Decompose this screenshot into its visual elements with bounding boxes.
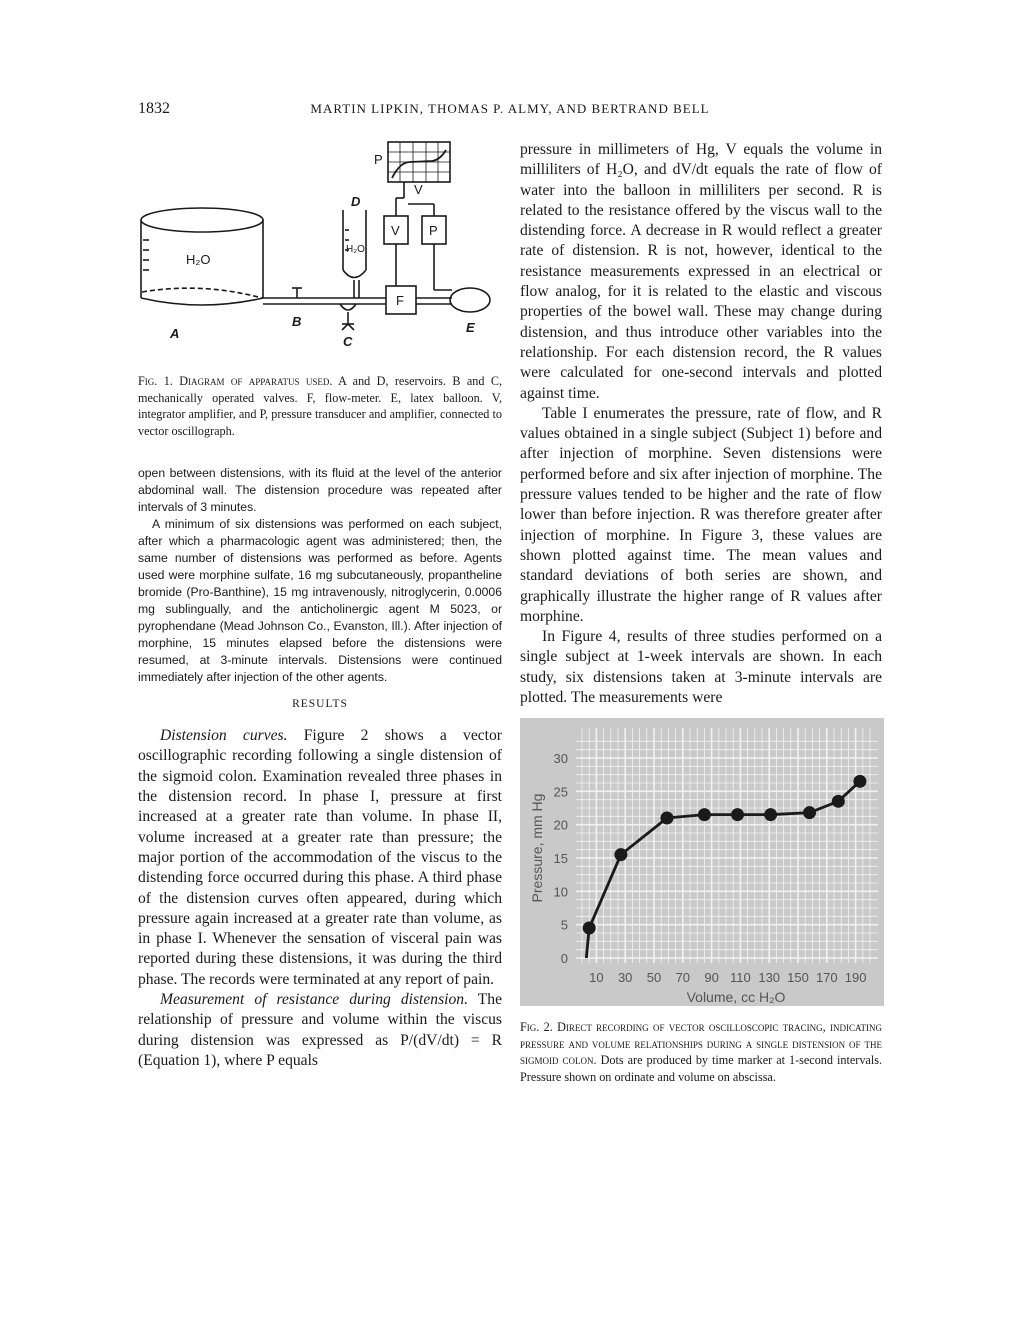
reservoir-a-top bbox=[141, 208, 263, 232]
x-axis-label: Volume, cc H₂O bbox=[686, 989, 786, 1006]
x-tick-label: 10 bbox=[589, 970, 604, 986]
y-tick-label: 20 bbox=[553, 817, 568, 833]
label-amp-v: V bbox=[391, 223, 400, 238]
label-a: A bbox=[170, 326, 180, 341]
x-tick-label: 130 bbox=[758, 970, 781, 986]
x-tick-label: 90 bbox=[704, 970, 719, 986]
figure-2-label: Fig. 2. bbox=[520, 1020, 553, 1035]
resistance-measurement-lead: Measurement of resistance during distension. bbox=[160, 991, 468, 1009]
right-column bbox=[520, 140, 882, 1098]
x-tick-label: 30 bbox=[617, 970, 633, 986]
data-point bbox=[583, 922, 596, 935]
label-scope-p: P bbox=[374, 152, 383, 167]
data-point bbox=[614, 848, 627, 861]
x-tick-label: 50 bbox=[646, 970, 662, 986]
left-column bbox=[138, 140, 502, 1071]
label-f: F bbox=[396, 293, 404, 308]
results-heading: RESULTS bbox=[292, 698, 348, 711]
data-point bbox=[803, 806, 816, 819]
running-head: MARTIN LIPKIN, THOMAS P. ALMY, AND BERTRAND BELL bbox=[310, 101, 710, 116]
label-scope-v: V bbox=[414, 182, 423, 197]
y-tick-label: 15 bbox=[553, 851, 568, 867]
figure-2-chart bbox=[520, 718, 884, 1006]
x-tick-label: 70 bbox=[675, 970, 691, 986]
chart-background bbox=[520, 718, 884, 1006]
y-tick-label: 25 bbox=[553, 784, 568, 800]
resistance-measurement-paragraph bbox=[138, 990, 502, 1071]
figure-2-caption bbox=[520, 1019, 882, 1085]
figure-1-apparatus-diagram bbox=[138, 140, 502, 368]
data-point bbox=[731, 808, 744, 821]
right-paragraph-1: pressure in millimeters of Hg, V equals the volume in milliliters of H₂O, and dV/dt equals the rate of flow of water into the balloon in milliliters per second. R is related to the resistance offered by the viscus wall to the distending force. A decrease in R would reflect a greater rate of distension. R is not, however, identical to the resistance measurements expressed in an electrical or flow analog, for it is related to the elastic and viscous properties of the bowel wall. These may change during distension, and thus introduce other variables into the relationship. For each distension record, the R values were calculated for one-second intervals and plotted against time. bbox=[520, 141, 882, 402]
figure-1-label: Fig. 1. bbox=[138, 374, 173, 388]
right-paragraph-2: Table I enumerates the pressure, rate of flow, and R values obtained in a single subject (Subject 1) before and after injection of morphine. Seven distensions were performed before and six after injection of morphine. The pressure values tended to be higher and the rate of flow lower than before injection. R was therefore greater after injection of morphine. In Figure 3, these values are shown plotted against time. The mean values and standard deviations of both series are shown, and graphically illustrate the higher range of R values after morphine. bbox=[520, 404, 882, 625]
label-d: D bbox=[351, 194, 361, 209]
left-small-paragraph-1: open between distensions, with its fluid at the level of the anterior abdominal wall. The distension procedure was repeated after intervals of 3 minutes. bbox=[138, 466, 502, 515]
resistance-measurement-text: The relationship of pressure and volume within the viscus during distension was expressed as P/(dV/dt) = R (Equation 1), where P equals bbox=[138, 991, 502, 1069]
x-tick-label: 190 bbox=[844, 970, 867, 986]
x-tick-label: 110 bbox=[730, 970, 751, 986]
x-tick-label: 170 bbox=[815, 970, 838, 986]
label-d-h2o: H₂O bbox=[346, 244, 365, 255]
figure-2-caption-text: Dots are produced by time marker at 1-second intervals. Pressure shown on ordinate and volume on abscissa. bbox=[520, 1053, 883, 1084]
distension-curves-lead: Distension curves. bbox=[160, 727, 288, 745]
figure-1-caption-title: Diagram of apparatus used. bbox=[179, 374, 333, 388]
y-axis-label: Pressure, mm Hg bbox=[529, 793, 545, 903]
page-number: 1832 bbox=[138, 100, 170, 117]
label-b: B bbox=[292, 314, 302, 329]
label-c: C bbox=[343, 334, 353, 349]
balloon-e-shape bbox=[450, 288, 490, 312]
figure-1-caption-text: A and D, reservoirs. B and C, mechanically operated valves. F, flow-meter. E, latex balloon. V, integrator amplifier, and P, pressure transducer and amplifier, connected to vector oscillograph. bbox=[138, 374, 503, 438]
data-point bbox=[853, 775, 866, 788]
data-point bbox=[764, 808, 777, 821]
distension-curves-text: Figure 2 shows a vector oscillographic recording following a single distension of the sigmoid colon. Examination revealed three phases in the distension record. In phase I, pressure at first increased at a greater rate than volume. In phase II, volume increased at a greater rate than pressure; the major portion of the accommodation of the viscus to the distending force occurred during this phase. A third phase of the distension curves often appeared, during which pressure again increased at a greater rate than volume, as in phase I. Whenever the sensation of visceral pain was reported during these distensions, it was during the third phase. The records were terminated at any report of pain. bbox=[138, 727, 502, 988]
y-tick-label: 30 bbox=[553, 751, 568, 767]
label-e: E bbox=[466, 320, 475, 335]
data-point bbox=[698, 808, 711, 821]
right-paragraph-3: In Figure 4, results of three studies performed on a single subject at 1-week intervals are shown. In each study, six distensions taken at 3-minute intervals are plotted. The measurements were bbox=[520, 628, 882, 707]
data-point bbox=[660, 812, 673, 825]
label-amp-p: P bbox=[429, 223, 438, 238]
data-point bbox=[832, 795, 845, 808]
figure-2-caption-title: Direct recording of vector oscilloscopic tracing, indicating pressure and volume relationships during a single distension of the sigmoid colon. bbox=[520, 1020, 883, 1068]
label-h2o-reservoir: H₂O bbox=[186, 252, 211, 267]
figure-1-caption bbox=[138, 373, 502, 439]
distension-curves-paragraph bbox=[138, 726, 502, 990]
y-tick-label: 10 bbox=[553, 884, 568, 900]
y-tick-label: 5 bbox=[560, 917, 568, 933]
y-tick-label: 0 bbox=[560, 951, 568, 967]
x-tick-label: 150 bbox=[787, 970, 809, 986]
left-small-paragraph-2: A minimum of six distensions was performed on each subject, after which a pharmacologic agent was administered; then, the same number of distensions was performed as before. Agents used were morphine sulfate, 16 mg subcutaneously, propantheline bromide (Pro-Banthine), 15 mg intravenously, nitroglycerin, 0.0006 mg sublingually, and the anticholinergic agent M 5023, or pyrophendane (Mead Johnson Co., Evanston, Ill.). After injection of morphine, 15 minutes elapsed before the distensions were resumed, at 3-minute intervals. Distensions were continued immediately after injection of the other agents. bbox=[138, 517, 502, 685]
